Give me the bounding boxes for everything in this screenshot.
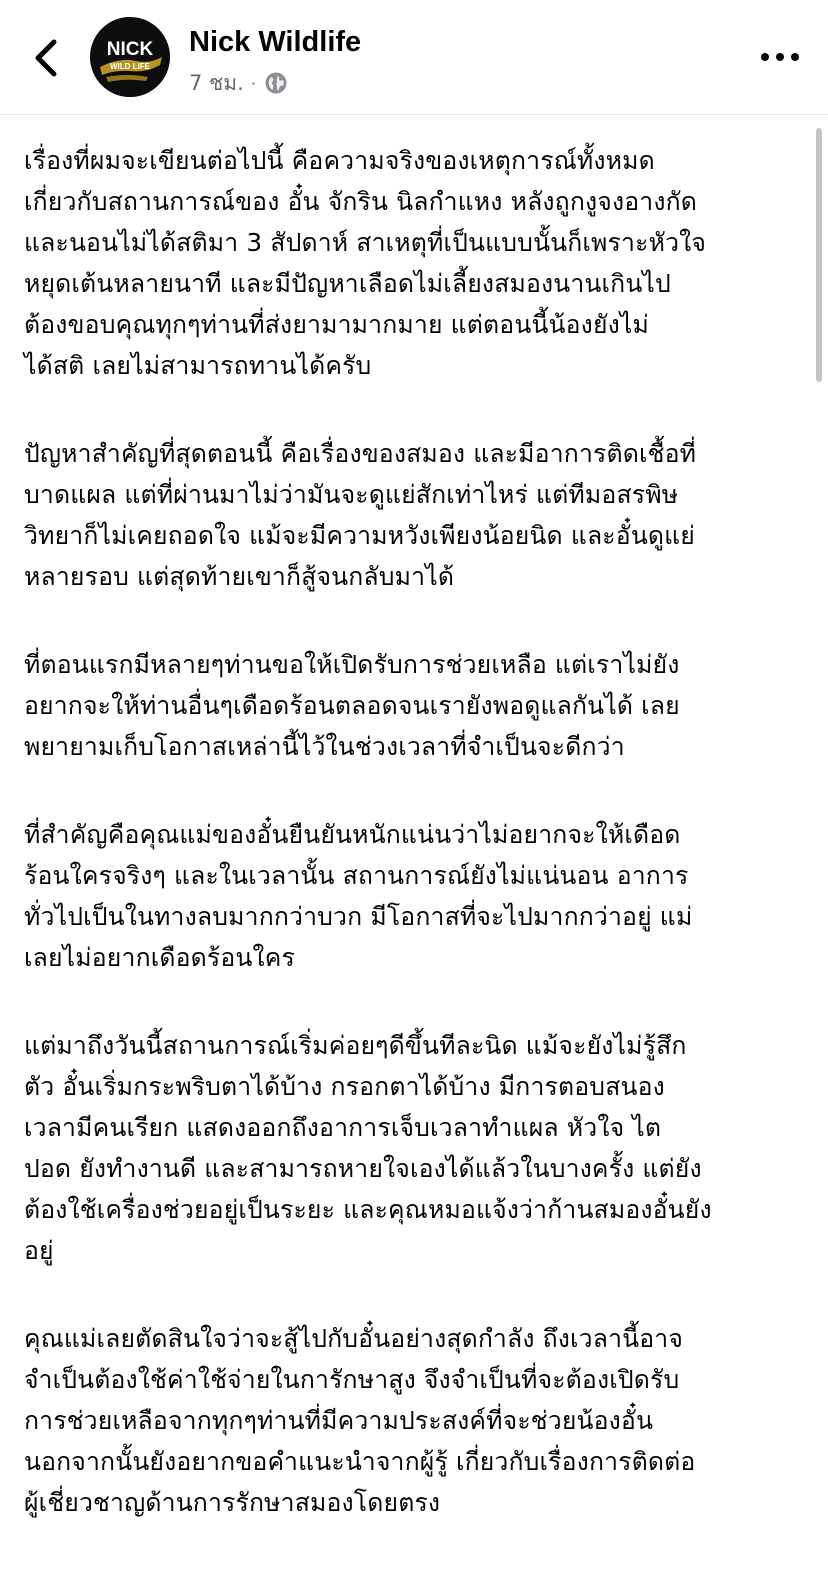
globe-icon (264, 71, 288, 95)
text-line: ร้อนใครจริงๆ และในเวลานั้น สถานการณ์ยังไม่แน่นอน อาการ (24, 861, 689, 890)
scrollbar[interactable] (816, 128, 822, 382)
text-line: และนอนไม่ได้สติมา 3 สัปดาห์ สาเหตุที่เป็นแบบนั้นก็เพราะหัวใจ (24, 228, 707, 257)
post-paragraph (24, 140, 810, 386)
text-line: เรื่องที่ผมจะเขียนต่อไปนี้ คือความจริงของเหตุการณ์ทั้งหมด (24, 146, 655, 175)
post-paragraph (24, 433, 810, 597)
post-body (24, 140, 810, 1570)
text-line: หยุดเต้นหลายนาที และมีปัญหาเลือดไม่เลี้ยงสมองนานเกินไป (24, 269, 671, 298)
post-timestamp[interactable]: 7 ชม. (189, 70, 244, 95)
text-line: ต้องใช้เครื่องช่วยอยู่เป็นระยะ และคุณหมอแจ้งว่าก้านสมองอั๋นยัง (24, 1195, 712, 1224)
text-line: การช่วยเหลือจากทุกๆท่านที่มีความประสงค์ที่จะช่วยน้องอั๋น (24, 1406, 654, 1435)
chevron-left-icon (28, 34, 64, 82)
page-avatar[interactable] (90, 17, 170, 97)
text-line: อยากจะให้ท่านอื่นๆเดือดร้อนตลอดจนเรายังพอดูแลกันได้ เลย (24, 691, 680, 720)
text-line: ปอด ยังทำงานดี และสามารถหายใจเองได้แล้วในบางครั้ง แต่ยัง (24, 1154, 702, 1183)
post-header (0, 0, 828, 115)
text-line: นอกจากนั้นยังอยากขอคำแนะนำจากผู้รู้ เกี่ยวกับเรื่องการติดต่อ (24, 1447, 696, 1476)
text-line: ผู้เชี่ยวชาญด้านการรักษาสมองโดยตรง (24, 1488, 441, 1517)
text-line: ต้องขอบคุณทุกๆท่านที่ส่งยามามากมาย แต่ตอนนี้น้องยังไม่ (24, 310, 649, 339)
text-line: เวลามีคนเรียก แสดงออกถึงอาการเจ็บเวลาทำแผล หัวใจ ไต (24, 1113, 662, 1142)
logo-line2: WILD LIFE (110, 62, 150, 71)
text-line: หลายรอบ แต่สุดท้ายเขาก็สู้จนกลับมาได้ (24, 562, 455, 591)
text-line: ปัญหาสำคัญที่สุดตอนนี้ คือเรื่องของสมอง และมีอาการติดเชื้อที่ (24, 439, 697, 468)
post-paragraph (24, 814, 810, 978)
text-line: จำเป็นต้องใช้ค่าใช้จ่ายในการักษาสูง จึงจำเป็นที่จะต้องเปิดรับ (24, 1365, 680, 1394)
back-button[interactable] (28, 34, 64, 82)
text-line: พยายามเก็บโอกาสเหล่านี้ไว้ในช่วงเวลาที่จำเป็นจะดีกว่า (24, 732, 625, 761)
text-line: อยู่ (24, 1236, 54, 1265)
post-paragraph (24, 1025, 810, 1271)
text-line: เกี่ยวกับสถานการณ์ของ อั๋น จักริน นิลกำแหง หลังถูกงูจงอางกัด (24, 187, 698, 216)
text-line: ตัว อั๋นเริ่มกระพริบตาได้บ้าง กรอกตาได้บ้าง มีการตอบสนอง (24, 1072, 665, 1101)
text-line: ที่สำคัญคือคุณแม่ของอั๋นยืนยันหนักแน่นว่าไม่อยากจะให้เดือด (24, 820, 681, 849)
text-line: ที่ตอนแรกมีหลายๆท่านขอให้เปิดรับการช่วยเหลือ แต่เราไม่ยัง (24, 650, 680, 679)
more-horizontal-icon (758, 40, 802, 74)
post-paragraph (24, 644, 810, 767)
post-paragraph (24, 1318, 810, 1523)
text-line: เลยไม่อยากเดือดร้อนใคร (24, 943, 295, 972)
logo-line1: NICK (106, 39, 154, 60)
nick-wildlife-logo (90, 17, 170, 97)
text-line: วิทยาก็ไม่เคยถอดใจ แม้จะมีความหวังเพียงน้อยนิด และอั๋นดูแย่ (24, 521, 695, 550)
meta-separator: · (250, 73, 256, 93)
text-line: บาดแผล แต่ที่ผ่านมาไม่ว่ามันจะดูแย่สักเท่าไหร่ แต่ทีมอสรพิษ (24, 480, 679, 509)
page-name[interactable]: Nick Wildlife (189, 26, 362, 58)
text-line: แต่มาถึงวันนี้สถานการณ์เริ่มค่อยๆดีขึ้นทีละนิด แม้จะยังไม่รู้สึก (24, 1031, 687, 1060)
text-line: คุณแม่เลยตัดสินใจว่าจะสู้ไปกับอั๋นอย่างสุดกำลัง ถึงเวลานี้อาจ (24, 1324, 684, 1353)
text-line: ทั่วไปเป็นในทางลบมากกว่าบวก มีโอกาสที่จะไปมากกว่าอยู่ แม่ (24, 902, 693, 931)
text-line: ได้สติ เลยไม่สามารถทานได้ครับ (24, 351, 372, 380)
post-meta (189, 68, 288, 98)
more-options-button[interactable] (758, 40, 802, 74)
